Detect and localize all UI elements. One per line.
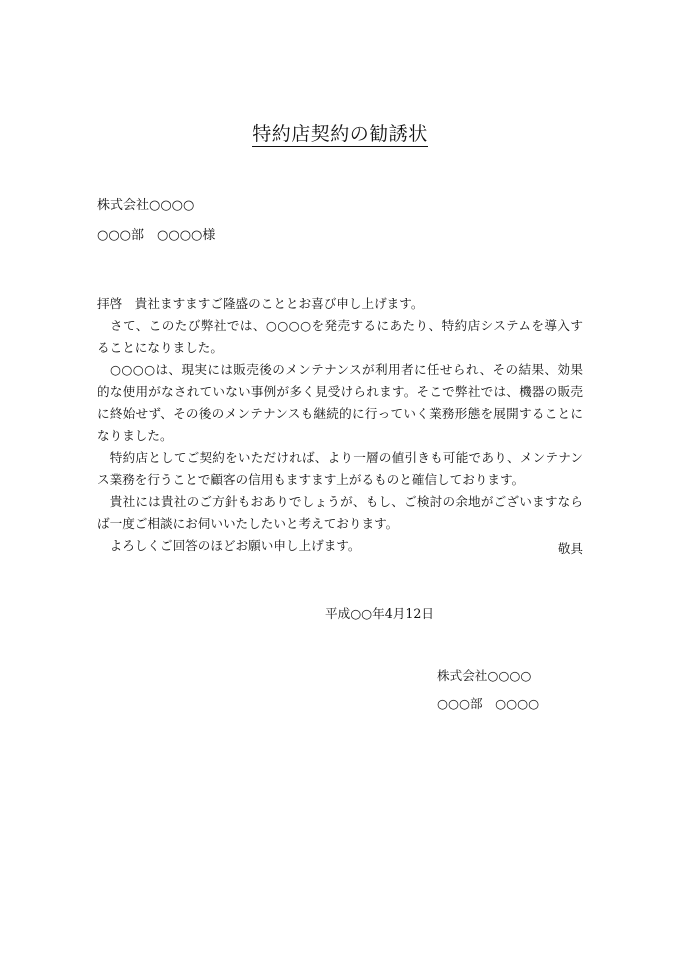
body-line: なりました。 xyxy=(97,428,173,443)
sender-company: 株式会社○○○○ xyxy=(437,668,532,683)
body-line: ば一度ご相談にお伺いいたしたいと考えております。 xyxy=(97,516,399,531)
recipient-company: 株式会社○○○○ xyxy=(97,198,195,213)
document-title xyxy=(0,120,680,148)
document-title-text: 特約店契約の勧誘状 xyxy=(252,123,428,145)
body-line: 貴社には貴社のご方針もおありでしょうが、もし、ご検討の余地がございますなら xyxy=(97,494,583,509)
body-line: 特約店としてご契約をいただければ、より一層の値引きも可能であり、メンテナン xyxy=(97,450,583,465)
body-line: に終始せず、その後のメンテナンスも継続的に行っていく業務形態を展開することに xyxy=(97,406,583,421)
body-line: ス業務を行うことで顧客の信用もますます上がるものと確信しております。 xyxy=(97,472,525,487)
body-line: ○○○○は、現実には販売後のメンテナンスが利用者に任せられ、その結果、効果 xyxy=(97,362,583,377)
sender-department-person: ○○○部 ○○○○ xyxy=(437,696,540,711)
letter-body xyxy=(97,293,583,557)
body-line: 的な使用がなされていない事例が多く見受けられます。そこで弊社では、機器の販売 xyxy=(97,384,583,399)
body-line: さて、このたび弊社では、○○○○を発売するにあたり、特約店システムを導入す xyxy=(97,318,583,333)
body-line: よろしくご回答のほどお願い申し上げます。 xyxy=(97,538,361,553)
recipient-department-person: ○○○部 ○○○○様 xyxy=(97,228,216,243)
closing-word: 敬具 xyxy=(557,541,583,556)
body-line: ることになりました。 xyxy=(97,340,223,355)
letter-date: 平成○○年4月12日 xyxy=(325,606,434,621)
body-line: 拝啓 貴社ますますご隆盛のこととお喜び申し上げます。 xyxy=(97,296,424,311)
